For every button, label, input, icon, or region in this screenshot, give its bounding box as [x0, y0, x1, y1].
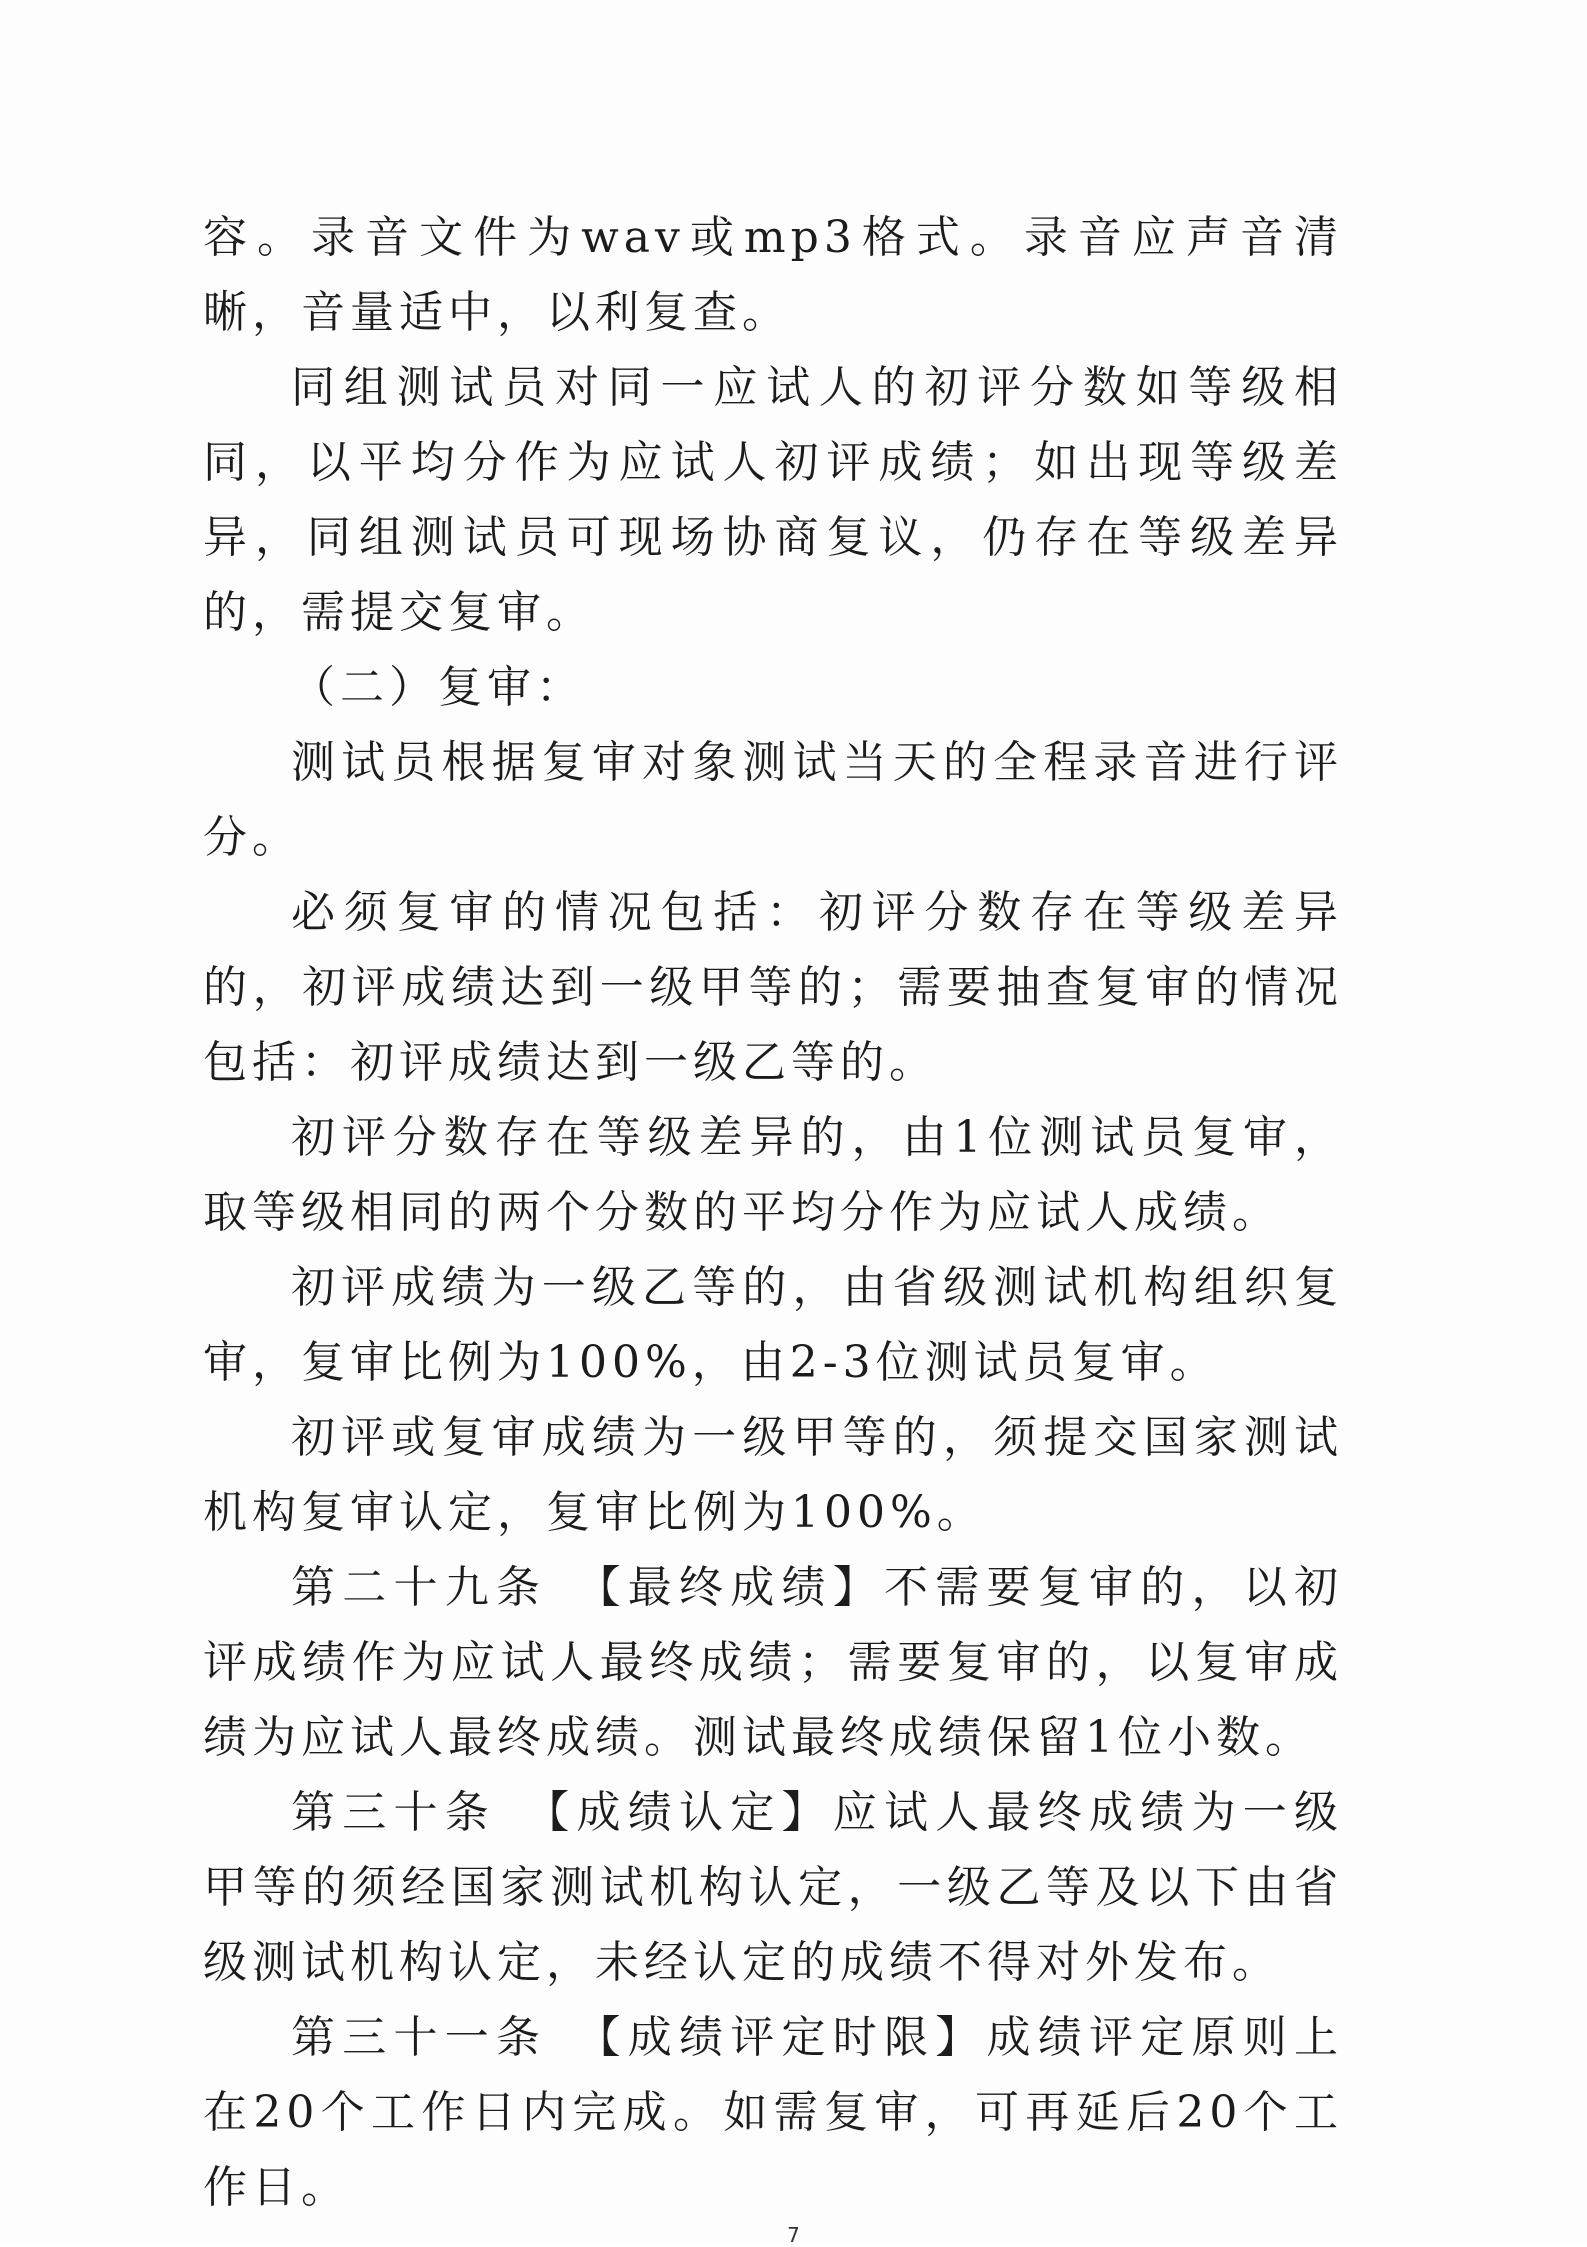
page-number: 7 — [787, 2223, 800, 2247]
paragraph-recording-format: 容。录音文件为wav或mp3格式。录音应声音清晰，音量适中，以利复查。 — [203, 212, 1343, 338]
paragraph-review-basis: 测试员根据复审对象测试当天的全程录音进行评分。 — [203, 737, 1343, 863]
paragraph-grade-difference: 初评分数存在等级差异的，由1位测试员复审，取等级相同的两个分数的平均分作为应试人成绩。 — [203, 1112, 1343, 1238]
section-heading-review: （二）复审： — [291, 662, 585, 713]
paragraph-level1-a: 初评或复审成绩为一级甲等的，须提交国家测试机构复审认定，复审比例为100%。 — [203, 1412, 1343, 1538]
article-31: 第三十一条 【成绩评定时限】成绩评定原则上在20个工作日内完成。如需复审，可再延后20个工作日。 — [203, 2012, 1343, 2213]
article-30: 第三十条 【成绩认定】应试人最终成绩为一级甲等的须经国家测试机构认定，一级乙等及以下由省级测试机构认定，未经认定的成绩不得对外发布。 — [203, 1787, 1343, 1988]
paragraph-level1-b: 初评成绩为一级乙等的，由省级测试机构组织复审，复审比例为100%，由2-3位测试员复审。 — [203, 1262, 1343, 1388]
paragraph-review-cases: 必须复审的情况包括：初评分数存在等级差异的，初评成绩达到一级甲等的；需要抽查复审的情况包括：初评成绩达到一级乙等的。 — [203, 887, 1343, 1088]
article-29: 第二十九条 【最终成绩】不需要复审的，以初评成绩作为应试人最终成绩；需要复审的，以复审成绩为应试人最终成绩。测试最终成绩保留1位小数。 — [203, 1562, 1343, 1763]
document-body — [203, 200, 1343, 2225]
paragraph-initial-score: 同组测试员对同一应试人的初评分数如等级相同，以平均分作为应试人初评成绩；如出现等级差异，同组测试员可现场协商复议，仍存在等级差异的，需提交复审。 — [203, 362, 1343, 638]
